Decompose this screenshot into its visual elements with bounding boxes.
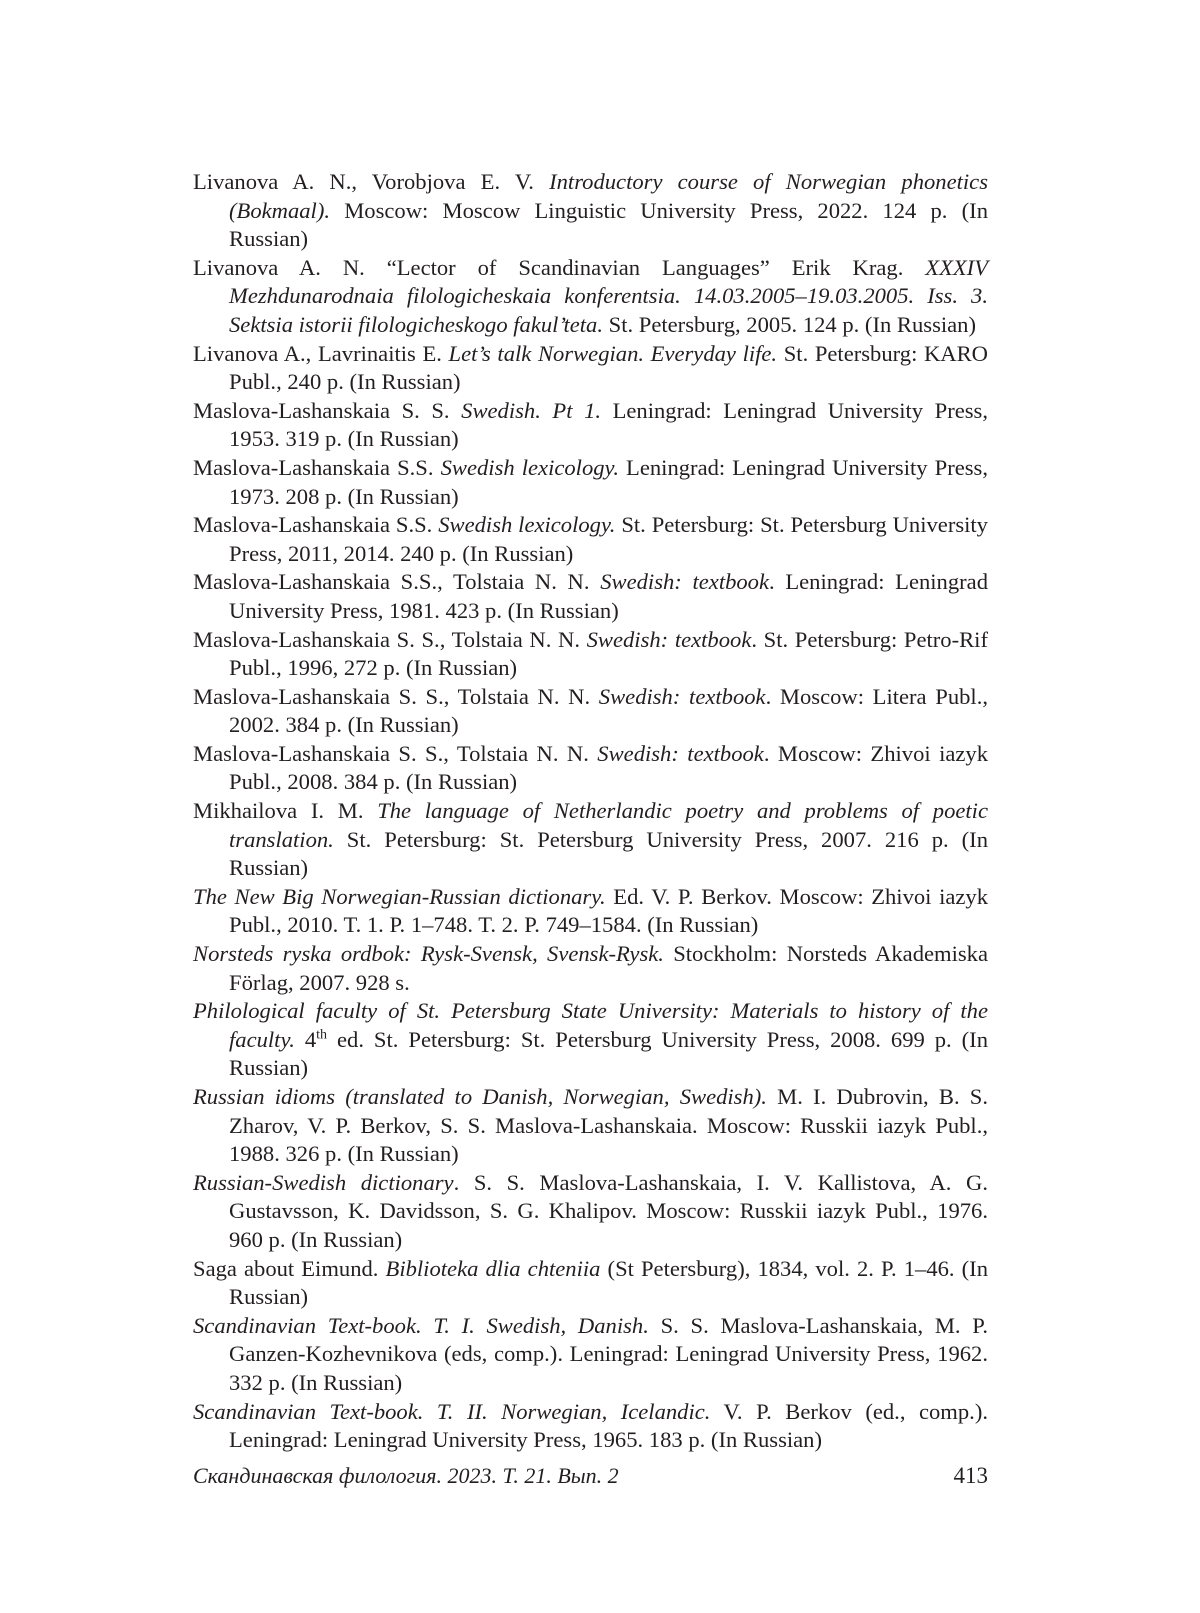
reference-list [193, 168, 988, 1455]
reference-title: Introductory course of Norwegian phonetics (Bokmaal). [229, 169, 988, 223]
reference-text: Maslova-Lashanskaia S.S. [193, 454, 441, 480]
reference-text: Maslova-Lashanskaia S. S., Tolstaia N. N. [193, 626, 587, 652]
page-number: 413 [953, 1463, 988, 1488]
reference-title: Russian idioms (translated to Danish, Norwegian, Swedish). [193, 1084, 767, 1109]
reference-title: Scandinavian Text-book. T. II. Norwegian, Icelandic. [193, 1398, 711, 1424]
reference-text: Maslova-Lashanskaia S.S. [193, 512, 439, 538]
reference-text: V. P. Berkov (ed., comp.). Leningrad: Leningrad University Press, 1965. 183 p. (In Russian) [229, 1398, 988, 1453]
reference-entry [193, 740, 988, 797]
reference-text: Leningrad: Leningrad University Press, 1953. 319 p. (In Russian) [229, 397, 988, 452]
reference-text: . Moscow: Zhivoi iazyk Publ., 2008. 384 p. (In Russian) [229, 740, 988, 795]
reference-text: . Moscow: Litera Publ., 2002. 384 p. (In Russian) [229, 683, 988, 738]
reference-entry [193, 454, 988, 511]
reference-title: Swedish. Pt 1. [461, 397, 602, 423]
reference-title: Swedish: textbook [597, 740, 764, 766]
reference-text: St. Petersburg: KARO Publ., 240 p. (In Russian) [229, 340, 988, 395]
reference-entry [193, 997, 988, 1083]
reference-text: . St. Petersburg: Petro-Rif Publ., 1996, 272 p. (In Russian) [229, 626, 988, 681]
reference-title: Swedish lexicology. [438, 512, 616, 538]
reference-title: Norsteds ryska ordbok: Rysk-Svensk, Svensk-Rysk. [193, 941, 664, 967]
reference-entry [193, 883, 988, 940]
reference-text: St. Petersburg: St. Petersburg University Press, 2011, 2014. 240 p. (In Russian) [229, 512, 988, 566]
reference-text: Livanova A. N., Vorobjova E. V. [193, 169, 550, 194]
reference-text: (St Petersburg), 1834, vol. 2. P. 1–46. (In Russian) [229, 1255, 988, 1310]
reference-entry [193, 397, 988, 454]
reference-title: Swedish: textbook [598, 683, 766, 709]
reference-entry [193, 797, 988, 883]
reference-title: Swedish lexicology. [440, 454, 619, 480]
reference-title: Swedish: textbook [600, 569, 770, 595]
reference-entry [193, 1398, 988, 1455]
reference-entry [193, 568, 988, 625]
reference-text: M. I. Dubrovin, B. S. Zharov, V. P. Berkov, S. S. Maslova-Lashanskaia. Moscow: Russkii iazyk Publ., 1988. 326 p. (In Russian) [229, 1084, 988, 1167]
reference-text: 4 [294, 1026, 317, 1052]
reference-text: . Leningrad: Leningrad University Press, 1981. 423 p. (In Russian) [229, 569, 988, 623]
reference-text: Maslova-Lashanskaia S. S., Tolstaia N. N. [193, 683, 599, 709]
reference-text: Maslova-Lashanskaia S.S., Tolstaia N. N. [193, 569, 601, 595]
reference-entry [193, 940, 988, 997]
reference-text: th [316, 1027, 328, 1043]
journal-running-title: Скандинавская филология. 2023. Т. 21. Вып. 2 [193, 1463, 619, 1488]
reference-text: Mikhailova I. M. [193, 798, 378, 824]
reference-text: Livanova A., Lavrinaitis E. [193, 340, 449, 366]
reference-title: Scandinavian Text-book. T. I. Swedish, Danish. [193, 1312, 649, 1338]
reference-text: Moscow: Moscow Linguistic University Press, 2022. 124 p. (In Russian) [229, 197, 988, 252]
reference-text: St. Petersburg, 2005. 124 p. (In Russian) [603, 311, 976, 337]
reference-entry [193, 340, 988, 397]
reference-text: Maslova-Lashanskaia S. S. [193, 397, 462, 423]
reference-entry [193, 511, 988, 568]
reference-title: The language of Netherlandic poetry and problems of poetic translation. [229, 798, 988, 852]
reference-entry [193, 683, 988, 740]
reference-text: Livanova A. N. “Lector of Scandinavian Languages” Erik Krag. [193, 254, 926, 280]
reference-text: . S. S. Maslova-Lashanskaia, I. V. Kallistova, A. G. Gustavsson, K. Davidsson, S. G. Khalipov. Moscow: Russkii iazyk Publ., 1976. 960 p. (In Russian) [229, 1169, 988, 1252]
reference-text: Stockholm: Norsteds Akademiska Förlag, 2007. 928 s. [229, 941, 988, 995]
reference-entry [193, 1169, 988, 1255]
reference-text: St. Petersburg: St. Petersburg University Press, 2007. 216 p. (In Russian) [229, 826, 988, 881]
reference-title: Swedish: textbook [586, 626, 752, 652]
reference-text: ed. St. Petersburg: St. Petersburg University Press, 2008. 699 p. (In Russian) [229, 1026, 989, 1081]
reference-title: Biblioteka dlia chteniia [385, 1255, 601, 1281]
reference-title: XXXIV Mezhdunarodnaia filologicheskaia konferentsia. 14.03.2005–19.03.2005. Iss. 3. Sektsia istorii filologicheskogo fakul’teta. [229, 254, 988, 337]
reference-entry [193, 1312, 988, 1398]
reference-entry [193, 1083, 988, 1169]
reference-title: The New Big Norwegian-Russian dictionary. [193, 883, 606, 909]
reference-entry [193, 1255, 988, 1312]
reference-entry [193, 254, 988, 340]
reference-entry [193, 168, 988, 254]
reference-entry [193, 626, 988, 683]
reference-text: Ed. V. P. Berkov. Moscow: Zhivoi iazyk Publ., 2010. T. 1. P. 1–748. T. 2. P. 749–1584. (In Russian) [229, 883, 988, 938]
reference-text: Saga about Eimund. [193, 1255, 386, 1281]
reference-title: Russian-Swedish dictionary [193, 1169, 454, 1195]
reference-title: Let’s talk Norwegian. Everyday life. [448, 340, 778, 366]
reference-title: Philological faculty of St. Petersburg State University: Materials to history of the faculty. [193, 998, 988, 1052]
reference-text: Maslova-Lashanskaia S. S., Tolstaia N. N. [193, 740, 598, 766]
reference-text: S. S. Maslova-Lashanskaia, M. P. Ganzen-Kozhevnikova (eds, comp.). Leningrad: Leningrad University Press, 1962. 332 p. (In Russian) [229, 1312, 988, 1395]
reference-text: Leningrad: Leningrad University Press, 1973. 208 p. (In Russian) [229, 454, 988, 509]
